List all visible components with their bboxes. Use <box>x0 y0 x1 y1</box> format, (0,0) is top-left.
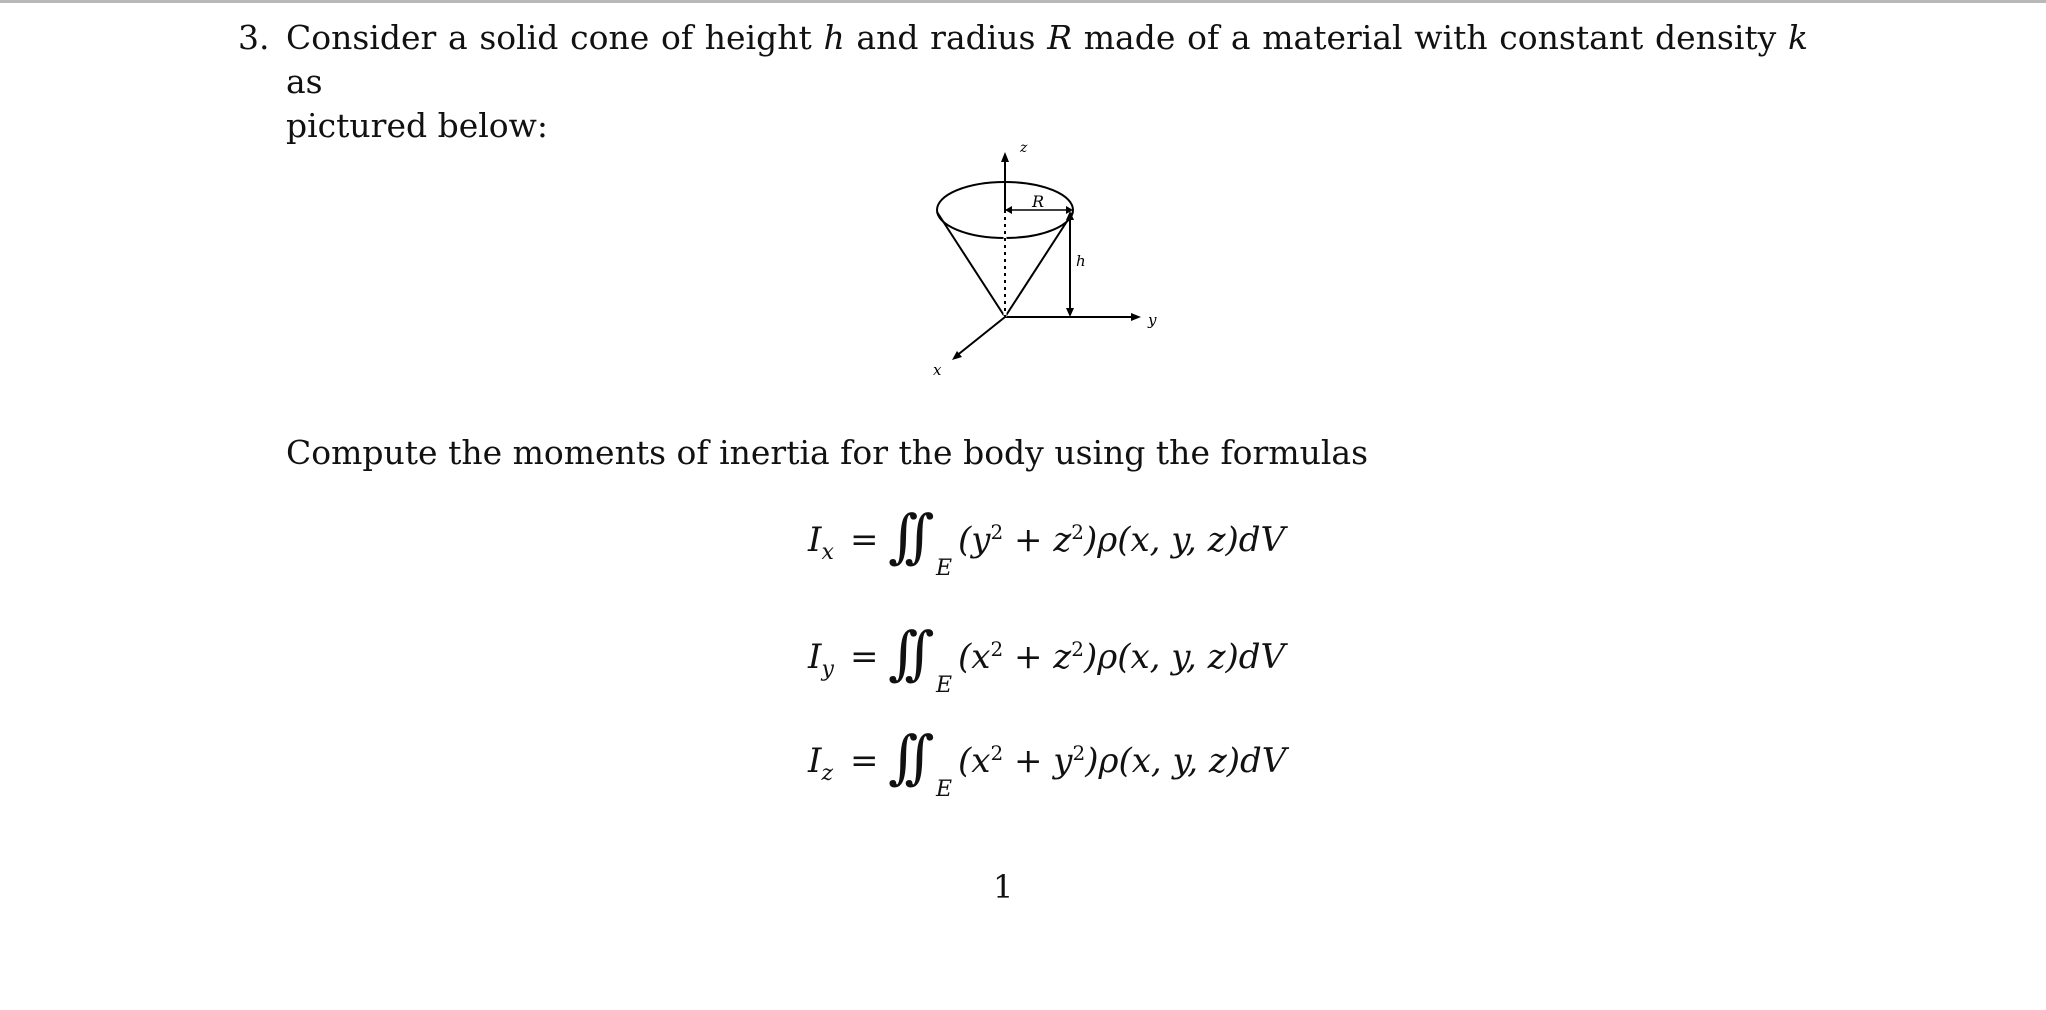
x-axis <box>955 317 1005 357</box>
eq-region: E <box>936 777 953 802</box>
eq-equals: = <box>850 637 879 677</box>
cone-left-side <box>937 212 1005 317</box>
eq-part: )ρ(x, y, z)dV <box>1083 520 1286 560</box>
eq-lhs-symbol: I <box>808 520 822 560</box>
var-h: h <box>823 18 845 57</box>
x-axis-label: x <box>933 361 942 379</box>
double-integral-icon: ∫∫ <box>888 619 921 687</box>
z-axis-arrowhead <box>1001 152 1009 162</box>
radius-label: R <box>1032 192 1045 211</box>
var-k: k <box>1788 18 1809 57</box>
eq-part: + y <box>1003 741 1073 781</box>
eq-exponent: 2 <box>990 637 1004 661</box>
eq-region: E <box>936 673 953 698</box>
eq-lhs-symbol: I <box>808 637 822 677</box>
eq-region: E <box>936 556 953 581</box>
problem-number: 3. <box>238 18 270 57</box>
cone-right-side <box>1005 212 1073 317</box>
problem-line-2: pictured below: <box>286 106 549 145</box>
z-axis-label: z <box>1020 140 1028 156</box>
y-axis-label: y <box>1148 311 1157 329</box>
text-run: and radius <box>844 18 1048 57</box>
text-run: Consider a solid cone of height <box>286 18 824 57</box>
eq-part: )ρ(x, y, z)dV <box>1083 637 1286 677</box>
eq-exponent: 2 <box>1071 520 1084 544</box>
text-run: as <box>286 62 323 101</box>
eq-exponent: 2 <box>1071 637 1084 661</box>
eq-part: + z <box>1003 520 1072 560</box>
problem-text <box>286 16 1808 148</box>
eq-integrand <box>958 637 1285 677</box>
text-run: made of a material with constant density <box>1072 18 1789 57</box>
eq-exponent: 2 <box>990 741 1004 765</box>
eq-exponent: 2 <box>1072 741 1086 765</box>
problem-line-1 <box>286 16 1808 104</box>
eq-lhs-subscript: y <box>821 657 834 682</box>
eq-lhs-subscript: x <box>821 540 834 565</box>
eq-part: + z <box>1003 637 1072 677</box>
eq-integrand <box>958 741 1286 781</box>
eq-lhs <box>808 520 834 565</box>
eq-equals: = <box>850 520 879 560</box>
eq-part: (y <box>958 520 991 560</box>
eq-part: )ρ(x, y, z)dV <box>1085 741 1287 781</box>
eq-part: (x <box>958 741 991 781</box>
var-R: R <box>1047 18 1073 57</box>
eq-lhs-subscript: z <box>821 761 834 786</box>
eq-part: (x <box>958 637 991 677</box>
eq-equals: = <box>850 741 879 781</box>
double-integral-icon: ∫∫ <box>888 723 921 791</box>
page-number: 1 <box>993 868 1014 906</box>
prompt-text: Compute the moments of inertia for the body using the formulas <box>286 433 1369 472</box>
eq-exponent: 2 <box>990 520 1004 544</box>
height-label: h <box>1076 252 1086 270</box>
cone-diagram <box>900 130 1200 400</box>
eq-lhs <box>808 637 834 682</box>
double-integral-icon: ∫∫ <box>888 502 921 570</box>
top-rule <box>0 0 2046 3</box>
eq-lhs <box>808 741 833 786</box>
y-axis-arrowhead <box>1131 313 1141 321</box>
eq-lhs-symbol: I <box>808 741 822 781</box>
height-arrow-bottom <box>1066 308 1074 317</box>
eq-integrand <box>958 520 1285 560</box>
